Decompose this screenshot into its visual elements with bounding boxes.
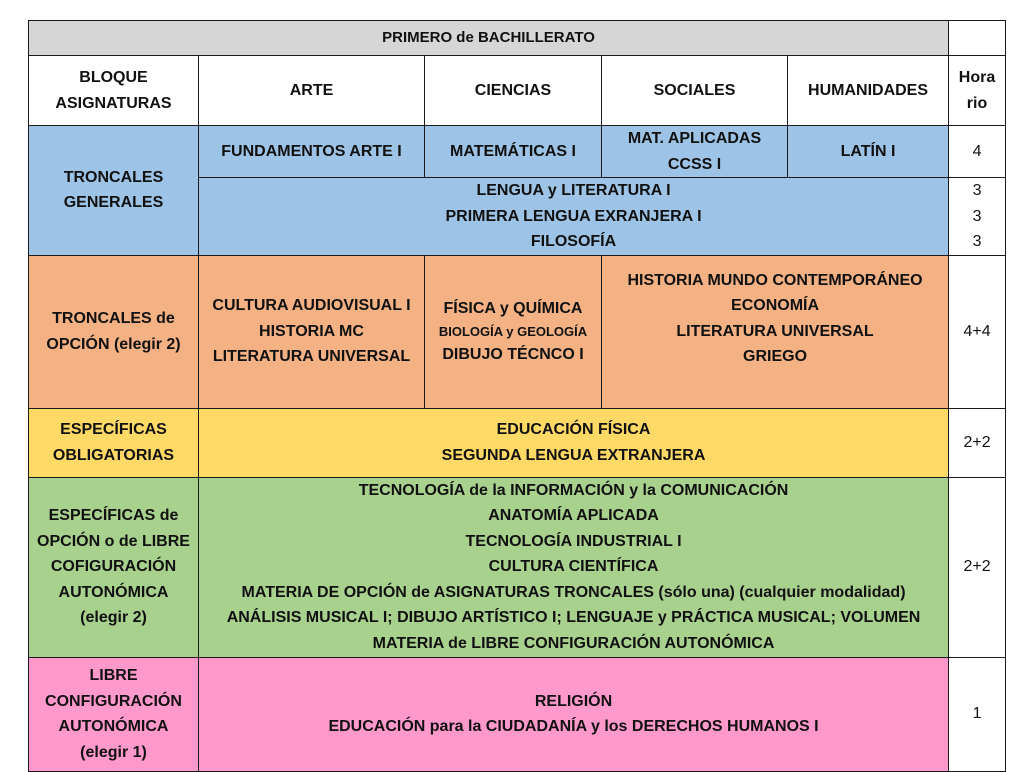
- lc-label-line: (elegir 1): [80, 743, 147, 761]
- to-soc-item: ECONOMÍA: [731, 297, 820, 314]
- especificas-obligatorias-label: [29, 408, 199, 477]
- tg-common-subjects: [199, 178, 949, 256]
- tg-common-item: FILOSOFÍA: [530, 233, 617, 250]
- to-arte-item: CULTURA AUDIOVISUAL I: [212, 297, 411, 315]
- eo-item: SEGUNDA LENGUA EXTRANJERA: [441, 446, 706, 464]
- to-ciencias-item: FÍSICA y QUÍMICA: [443, 300, 583, 317]
- tg-arte: FUNDAMENTOS ARTE I: [199, 126, 425, 178]
- to-label-line1: TRONCALES de: [52, 310, 175, 327]
- eop-label-line: AUTONÓMICA: [58, 583, 169, 601]
- to-soc-item: HISTORIA MUNDO CONTEMPORÁNEO: [627, 271, 923, 289]
- header-bloque: [29, 56, 199, 126]
- lc-label-line: LIBRE: [89, 667, 138, 684]
- eo-label-line1: ESPECÍFICAS: [60, 421, 167, 438]
- to-soc-item: GRIEGO: [743, 348, 808, 365]
- to-hours: 4+4: [949, 255, 1006, 408]
- eo-hours: 2+2: [949, 408, 1006, 477]
- eop-item: ANÁLISIS MUSICAL I; DIBUJO ARTÍSTICO I; LENGUAJE y PRÁCTICA MUSICAL; VOLUMEN: [226, 609, 921, 627]
- eo-subjects: [199, 408, 949, 477]
- eop-item: TECNOLOGÍA de la INFORMACIÓN y la COMUNICACIÓN: [358, 481, 789, 499]
- tg-common-hour: 3: [972, 233, 982, 250]
- header-ciencias: CIENCIAS: [425, 56, 602, 126]
- tg-sociales-line2: CCSS I: [667, 155, 722, 173]
- tg-common-hour: 3: [972, 207, 982, 225]
- to-ciencias-item-small: BIOLOGÍA y GEOLOGÍA: [438, 323, 588, 339]
- lc-label-line: AUTONÓMICA: [58, 718, 169, 735]
- lc-label-line: CONFIGURACIÓN: [45, 692, 182, 710]
- to-ciencias: [425, 255, 602, 408]
- eop-item: TECNOLOGÍA INDUSTRIAL I: [465, 532, 682, 550]
- lc-item: EDUCACIÓN para la CIUDADANÍA y los DERECHOS HUMANOS I: [328, 718, 819, 735]
- eop-hours: 2+2: [949, 477, 1006, 657]
- header-horario-line1: Hora: [958, 69, 996, 86]
- tg-common-hours: [949, 178, 1006, 256]
- header-arte: ARTE: [199, 56, 425, 126]
- eop-item: ANATOMÍA APLICADA: [488, 507, 659, 525]
- troncales-opcion-label: [29, 255, 199, 408]
- tg-label-line2: GENERALES: [63, 194, 164, 212]
- eop-label-line: COFIGURACIÓN: [50, 558, 177, 576]
- tg-common-hour: 3: [972, 182, 982, 199]
- especificas-opcion-label: [29, 477, 199, 657]
- eop-label-line: (elegir 2): [80, 609, 147, 627]
- eop-item: CULTURA CIENTÍFICA: [488, 558, 659, 576]
- troncales-generales-label: [29, 126, 199, 256]
- lc-hours: 1: [949, 657, 1006, 771]
- eop-label-line: ESPECÍFICAS de: [48, 507, 179, 525]
- tg-sociales-line1: MAT. APLICADAS: [627, 130, 762, 147]
- tg-label-line1: TRONCALES: [63, 168, 164, 186]
- eop-subjects: [199, 477, 949, 657]
- eop-item: MATERIA de LIBRE CONFIGURACIÓN AUTONÓMICA: [372, 634, 775, 652]
- header-horario: [949, 56, 1006, 126]
- bachillerato-table: [28, 20, 1006, 772]
- lc-item: RELIGIÓN: [534, 692, 613, 710]
- tg-common-item: LENGUA y LITERATURA I: [476, 182, 671, 199]
- to-arte-item: HISTORIA MC: [259, 322, 364, 340]
- tg-hours: 4: [949, 126, 1006, 178]
- eo-label-line2: OBLIGATORIAS: [52, 446, 175, 464]
- to-arte-item: LITERATURA UNIVERSAL: [212, 348, 411, 366]
- lc-subjects: [199, 657, 949, 771]
- header-horario-line2: rio: [966, 94, 988, 112]
- to-sociales-humanidades: [602, 255, 949, 408]
- header-bloque-line2: ASIGNATURAS: [55, 94, 172, 112]
- header-humanidades: HUMANIDADES: [788, 56, 949, 126]
- header-sociales: SOCIALES: [602, 56, 788, 126]
- eop-item: MATERIA DE OPCIÓN de ASIGNATURAS TRONCALES (sólo una) (cualquier modalidad): [241, 583, 906, 601]
- tg-ciencias: MATEMÁTICAS I: [425, 126, 602, 178]
- title-empty-cell: [949, 21, 1006, 56]
- table-title: PRIMERO de BACHILLERATO: [29, 21, 949, 56]
- eop-label-line: OPCIÓN o de LIBRE: [37, 532, 190, 550]
- libre-configuracion-label: [29, 657, 199, 771]
- to-arte: [199, 255, 425, 408]
- tg-common-item: PRIMERA LENGUA EXRANJERA I: [445, 207, 702, 225]
- to-ciencias-item: DIBUJO TÉCNCO I: [442, 345, 584, 363]
- to-label-line2: OPCIÓN (elegir 2): [46, 335, 181, 353]
- header-bloque-line1: BLOQUE: [79, 69, 148, 86]
- tg-humanidades: LATÍN I: [788, 126, 949, 178]
- to-soc-item: LITERATURA UNIVERSAL: [676, 322, 874, 340]
- tg-sociales: [602, 126, 788, 178]
- eo-item: EDUCACIÓN FÍSICA: [496, 421, 651, 438]
